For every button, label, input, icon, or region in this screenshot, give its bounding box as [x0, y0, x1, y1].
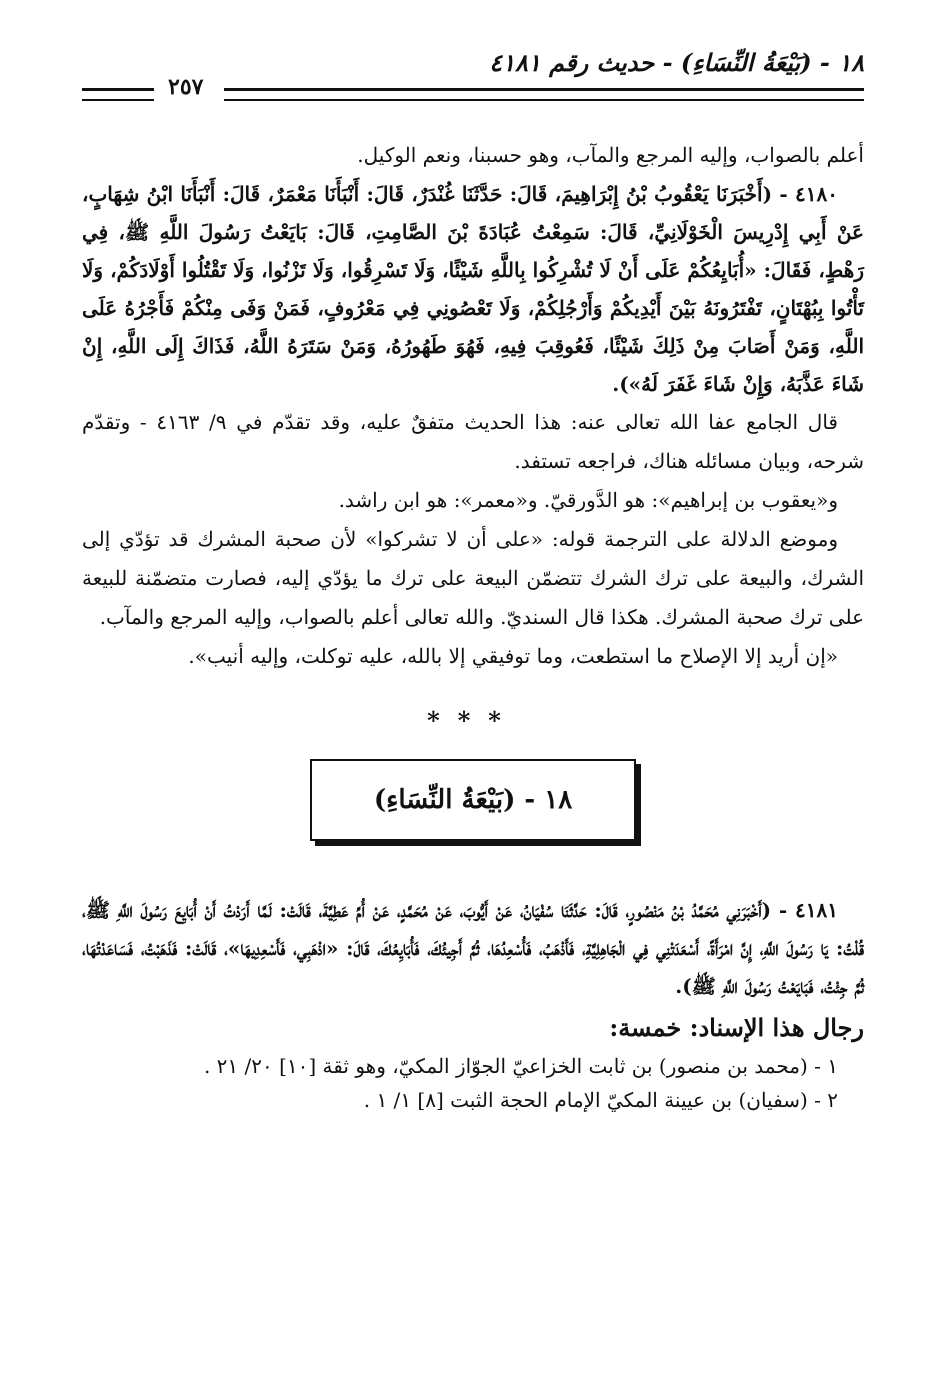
book-page	[82, 48, 864, 1117]
narrator-item-2: ٢ - (سفيان) بن عيينة المكيّ الإمام الحجة الثبت [٨] ١/ ١ .	[363, 1088, 838, 1112]
chapter-title: ١٨ - (بَيْعَةُ النِّسَاءِ)	[373, 785, 573, 815]
paragraph-closing-formula: أعلم بالصواب، وإليه المرجع والمآب، وهو حسبنا، ونعم الوكيل.	[357, 143, 864, 167]
hadith-4181: ٤١٨١ - (أَخْبَرَنِي مُحَمَّدُ بْنُ مَنْصُورٍ، قَالَ: حَدَّثَنَا سُفْيَانُ، عَنْ أَيُّوبَ، عَنْ مُحَمَّدٍ، عَنْ أُمِّ عَطِيَّةَ، قَالَتْ: لَمَّا أَرَدْتُ أَنْ أُبَايِعَ رَسُولَ اللَّهِ ﷺ، قُلْتُ: يَا رَسُولَ اللَّهِ، إِنَّ امْرَأَةً، أَسْعَدَتْنِي فِي الْجَاهِلِيَّةِ، فَأَذْهَبُ، فَأُسْعِدُهَا، ثُمَّ أَجِيئُكَ، فَأُبَايِعُكَ، قَالَ: «اذْهَبِي، فَأَسْعِدِيهَا»، قَالَتْ: فَذَهَبْتُ، فَسَاعَدْتُهَا، ثُمَّ جِئْتُ، فَبَايَعْتُ رَسُولَ اللَّهِ ﷺ).	[82, 898, 864, 998]
running-header	[82, 48, 864, 100]
header-rule-right	[224, 88, 864, 101]
isnad-heading: رجال هذا الإسناد: خمسة:	[609, 1013, 864, 1042]
section-separator-stars: ***	[427, 706, 519, 735]
running-title: ١٨ - (بَيْعَةُ النِّسَاءِ) - حديث رقم ٤١٨١	[489, 48, 864, 77]
hadith-4180: ٤١٨٠ - (أَخْبَرَنَا يَعْقُوبُ بْنُ إِبْرَاهِيمَ، قَالَ: حَدَّثَنَا غُنْدَرٌ، قَالَ: أَنْبَأَنَا مَعْمَرٌ، قَالَ: أَنْبَأَنَا ابْنُ شِهَابٍ، عَنْ أَبِي إِدْرِيسَ الْخَوْلَانِيِّ، قَالَ: سَمِعْتُ عُبَادَةَ بْنَ الصَّامِتِ، قَالَ: بَايَعْتُ رَسُولَ اللَّهِ ﷺ، فِي رَهْطٍ، فَقَالَ: «أُبَايِعُكُمْ عَلَى أَنْ لَا تُشْرِكُوا بِاللَّهِ شَيْئًا، وَلَا تَسْرِقُوا، وَلَا تَزْنُوا، وَلَا تَقْتُلُوا أَوْلَادَكُمْ، وَلَا تَأْتُوا بِبُهْتَانٍ، تَفْتَرُونَهُ بَيْنَ أَيْدِيكُمْ وَأَرْجُلِكُمْ، وَلَا تَعْصُونِي فِي مَعْرُوفٍ، فَمَنْ وَفَى مِنْكُمْ فَأَجْرُهُ عَلَى اللَّهِ، وَمَنْ أَصَابَ مِنْ ذَلِكَ شَيْئًا، فَعُوقِبَ فِيهِ، فَهُوَ طَهُورُهُ، وَمَنْ سَتَرَهُ اللَّهُ، فَذَاكَ إِلَى اللَّهِ، إِنْ شَاءَ عَذَّبَهُ، وَإِنْ شَاءَ غَفَرَ لَهُ»).	[82, 182, 864, 396]
narrator-note: و«يعقوب بن إبراهيم»: هو الدَّورقيّ. و«معمر»: هو ابن راشد.	[338, 488, 838, 512]
narrator-item-1: ١ - (محمد بن منصور) بن ثابت الخزاعيّ الجوّاز المكيّ، وهو ثقة [١٠] ٢٠/ ٢١ .	[203, 1054, 838, 1078]
commentary-paragraph: قال الجامع عفا الله تعالى عنه: هذا الحديث متفقٌ عليه، وقد تقدّم في ٩/ ٤١٦٣ - وتقدّم شرحه، وبيان مسائله هناك، فراجعه تستفد.	[82, 410, 864, 473]
page-body	[82, 136, 864, 1117]
chapter-title-box	[310, 759, 636, 841]
quran-quotation: «إن أريد إلا الإصلاح ما استطعت، وما توفيقي إلا بالله، عليه توكلت، وإليه أنيب».	[188, 644, 838, 668]
header-rule-left	[82, 88, 154, 101]
chapter-relevance-paragraph: وموضع الدلالة على الترجمة قوله: «على أن لا تشركوا» لأن صحبة المشرك قد تؤدّي إلى الشرك، والبيعة على ترك الشرك تتضمّن البيعة على ترك ما يؤدّي إليه، فصارت متضمّنة للبيعة على ترك صحبة المشرك. هكذا قال السنديّ. والله تعالى أعلم بالصواب، وإليه المرجع والمآب.	[82, 527, 864, 629]
page-number: ٢٥٧	[160, 74, 211, 100]
